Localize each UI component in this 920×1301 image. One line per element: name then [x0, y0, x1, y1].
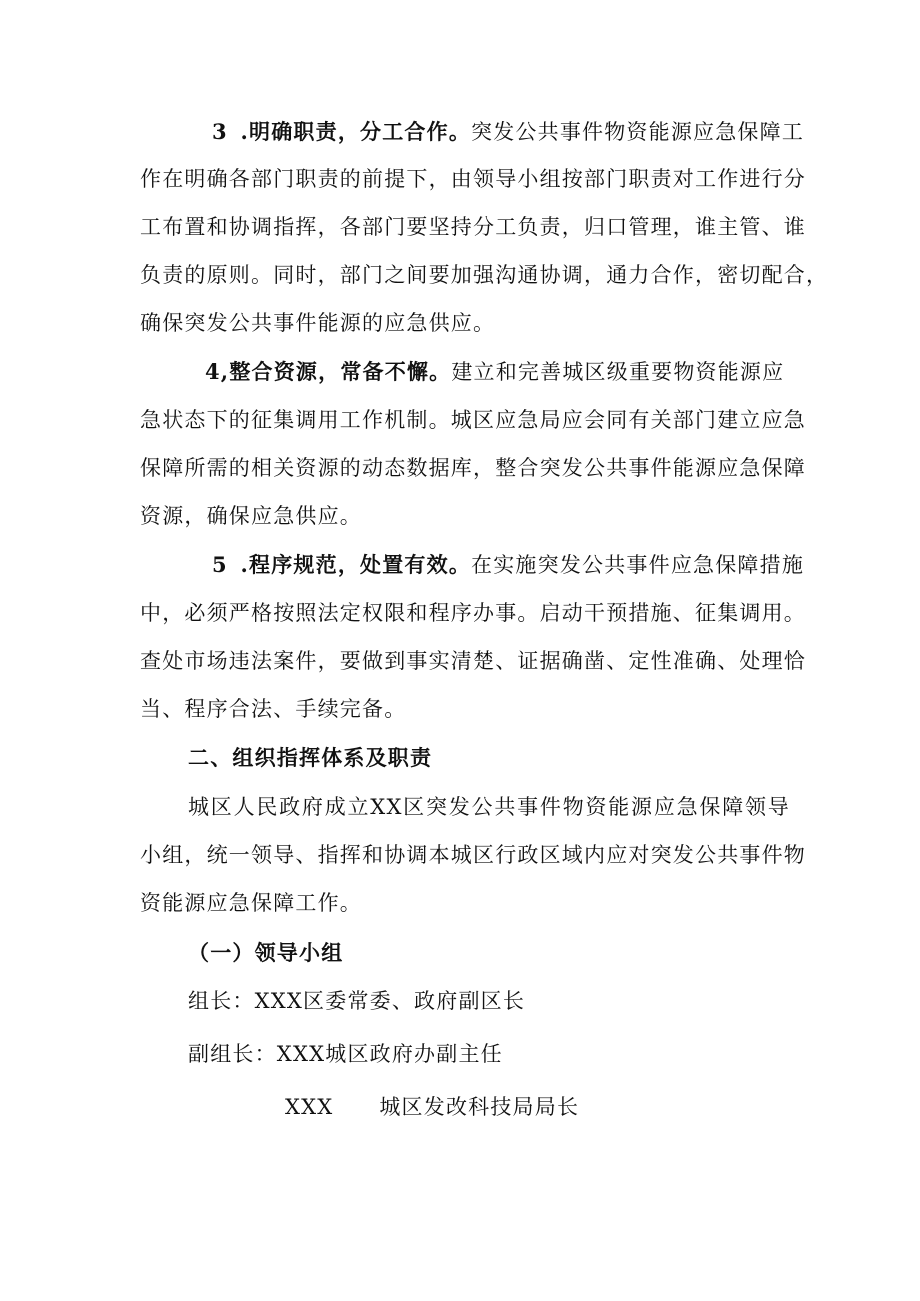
- item5-heading: .程序规范，处置有效。: [240, 552, 472, 577]
- section2-line-3: 资能源应急保障工作。: [140, 891, 362, 915]
- leader-line: 组长：XXX区委常委、政府副区长: [188, 989, 526, 1013]
- item4-line-3: 保障所需的相关资源的动态数据库，整合突发公共事件能源应急保障: [140, 456, 806, 480]
- member-title: 城区发改科技局局长: [379, 1095, 580, 1119]
- deputy-leader-line: 副组长：XXX城区政府办副主任: [188, 1042, 503, 1066]
- item5-first-line: [212, 541, 805, 589]
- member-line: [285, 1083, 685, 1131]
- item3-first-line: [212, 108, 805, 156]
- item4-heading: 4,整合资源，常备不懈。: [205, 359, 452, 384]
- item5-line-3: 查处市场违法案件，要做到事实清楚、证据确凿、定性准确、处理恰: [140, 649, 806, 673]
- item5-number: 5: [212, 552, 227, 577]
- section2-line-2: 小组，统一领导、指挥和协调本城区行政区域内应对突发公共事件物: [140, 843, 806, 867]
- item5-line-1: 在实施突发公共事件应急保障措施: [471, 553, 805, 577]
- section2-line-1: 城区人民政府成立XX区突发公共事件物资能源应急保障领导: [188, 795, 790, 819]
- item3-line-4: 负责的原则。同时，部门之间要加强沟通协调，通力合作，密切配合，: [140, 263, 829, 287]
- item3-line-5: 确保突发公共事件能源的应急供应。: [140, 311, 496, 335]
- item5-line-2: 中，必须严格按照法定权限和程序办事。启动干预措施、征集调用。: [140, 601, 806, 625]
- item3-line-2: 作在明确各部门职责的前提下，由领导小组按部门职责对工作进行分: [140, 167, 806, 191]
- member-name: XXX: [285, 1095, 334, 1119]
- section2-heading: 二、组织指挥体系及职责: [188, 745, 433, 770]
- item4-line-4: 资源，确保应急供应。: [140, 504, 362, 528]
- item5-line-4: 当、程序合法、手续完备。: [140, 697, 407, 721]
- item4-line-1: 建立和完善城区级重要物资能源应: [451, 360, 785, 384]
- subsection1-heading: （一）领导小组: [188, 940, 344, 965]
- item4-line-2: 急状态下的征集调用工作机制。城区应急局应会同有关部门建立应急: [140, 408, 806, 432]
- item3-line-3: 工布置和协调指挥，各部门要坚持分工负责，归口管理，谁主管、谁: [140, 215, 806, 239]
- item3-number: 3: [212, 119, 227, 144]
- item3-line-1: 突发公共事件物资能源应急保障工: [471, 120, 805, 144]
- item4-first-line: [205, 348, 790, 396]
- item3-heading: .明确职责，分工合作。: [240, 119, 472, 144]
